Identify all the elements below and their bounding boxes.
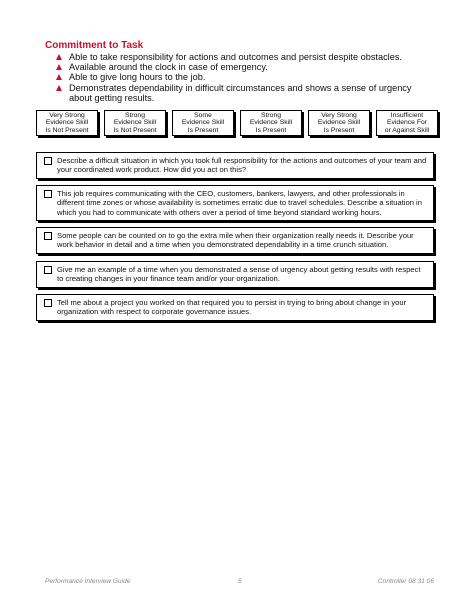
rating-scale	[36, 110, 434, 136]
question-text: Describe a difficult situation in which you took full responsibility for the actions and outcomes of your team and your coordinated work product. How did you act on this?	[57, 156, 427, 175]
question-text: Some people can be counted on to go the extra mile when their organization really needs it. Describe your work behavior in detail and a time when you demonstrated dependability in a time crunch situation.	[57, 231, 414, 250]
question-checkbox[interactable]	[44, 266, 52, 274]
bullet-text: Demonstrates dependability in difficult circumstances and shows a sense of urgency about getting results.	[69, 82, 412, 103]
footer-document-id: Controller 08 31 06	[377, 578, 434, 585]
question-box	[36, 152, 434, 179]
question-checkbox[interactable]	[44, 232, 52, 240]
footer-guide-title: Performance Interview Guide	[45, 578, 131, 585]
footer-page-number: 5	[238, 578, 242, 585]
triangle-bullet-icon	[56, 74, 62, 80]
rating-option-very-strong-not-present[interactable]: Very Strong Evidence Skill Is Not Present	[36, 110, 98, 136]
triangle-bullet-icon	[56, 64, 62, 70]
question-checkbox[interactable]	[44, 299, 52, 307]
triangle-bullet-icon	[56, 85, 62, 91]
rating-option-insufficient-evidence[interactable]: Insufficient Evidence For or Against Skill	[376, 110, 438, 136]
bullet-text: Able to take responsibility for actions and outcomes and persist despite obstacles.	[69, 52, 402, 62]
question-box	[36, 294, 434, 321]
section-heading: Commitment to Task	[45, 40, 144, 51]
question-text: Tell me about a project you worked on that required you to persist in trying to bring about change in your organization with respect to corporate governance issues.	[57, 298, 407, 317]
bullet-item	[56, 72, 426, 82]
bullet-item	[56, 52, 426, 62]
bullet-item	[56, 83, 426, 103]
rating-option-some-present[interactable]: Some Evidence Skill Is Present	[172, 110, 234, 136]
bullet-item	[56, 62, 426, 72]
question-box	[36, 185, 434, 221]
question-checkbox[interactable]	[44, 190, 52, 198]
rating-option-very-strong-present[interactable]: Very Strong Evidence Skill Is Present	[308, 110, 370, 136]
bullet-text: Able to give long hours to the job.	[69, 72, 206, 83]
bullet-text: Available around the clock in case of emergency.	[69, 62, 268, 73]
question-text: Give me an example of a time when you demonstrated a sense of urgency about getting results with respect to creating changes in your finance team and/or your organization.	[57, 265, 421, 284]
rating-option-strong-present[interactable]: Strong Evidence Skill Is Present	[240, 110, 302, 136]
competency-bullet-list	[56, 52, 426, 103]
question-checkbox[interactable]	[44, 157, 52, 165]
rating-option-strong-not-present[interactable]: Strong Evidence Skill Is Not Present	[104, 110, 166, 136]
question-box	[36, 261, 434, 288]
question-text: This job requires communicating with the CEO, customers, bankers, lawyers, and other professionals in different time zones or whose availability is sometimes erratic due to travel schedules. Describe a situation in which you had to communicate with others over a period of time beyond standard working hours.	[57, 189, 422, 217]
question-box	[36, 227, 434, 254]
triangle-bullet-icon	[56, 54, 62, 60]
